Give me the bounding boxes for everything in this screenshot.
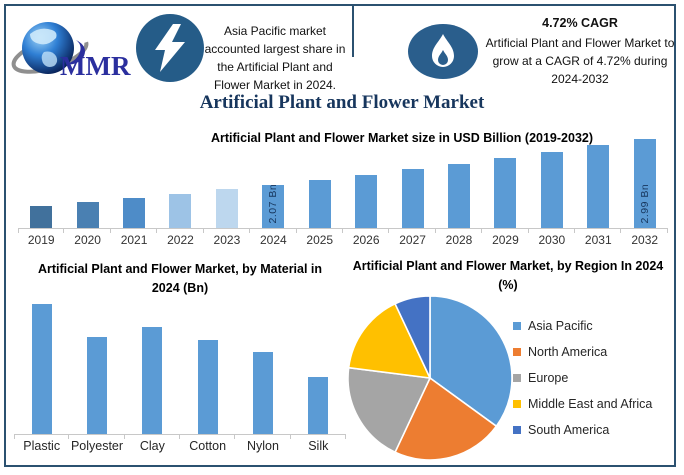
bar-slot: [436, 138, 482, 228]
region-legend: [513, 313, 652, 443]
x-axis-label: 2028: [436, 229, 482, 247]
highlight-left-text: Asia Pacific market accounted largest share in the Artificial Plant and Flower Market in 2024.: [204, 24, 346, 92]
bar-2028: [448, 164, 470, 229]
x-axis-label: 2023: [204, 229, 250, 247]
bar-value-label: 2.07 Bn: [267, 183, 280, 223]
x-axis-label: 2027: [389, 229, 435, 247]
x-axis-label: 2024: [250, 229, 296, 247]
market-size-chart: [18, 128, 668, 250]
market-size-x-axis: [18, 229, 668, 247]
x-axis-label: Cotton: [180, 435, 235, 453]
legend-swatch: [513, 374, 521, 382]
bar-slot: [343, 138, 389, 228]
bar-Polyester: [87, 337, 107, 435]
bar-slot: [291, 304, 346, 434]
bar-slot: [621, 138, 667, 228]
bar-2020: [77, 202, 99, 228]
bar-slot: [575, 138, 621, 228]
x-axis-label: 2025: [297, 229, 343, 247]
x-axis-label: 2032: [621, 229, 667, 247]
bar-2030: [541, 152, 563, 229]
bar-slot: [235, 304, 290, 434]
legend-label: Middle East and Africa: [528, 397, 653, 411]
bar-2027: [402, 169, 424, 228]
bar-2026: [355, 175, 377, 229]
x-axis-label: Clay: [125, 435, 180, 453]
logo-text: MMR: [60, 51, 131, 81]
region-pie-chart: [348, 253, 674, 465]
lightning-icon: [136, 14, 204, 82]
bar-2029: [494, 158, 516, 229]
legend-item: [513, 391, 652, 417]
legend-swatch: [513, 322, 521, 330]
material-x-axis: [14, 435, 346, 453]
x-axis-label: 2026: [343, 229, 389, 247]
legend-label: North America: [528, 345, 608, 359]
bar-slot: [297, 138, 343, 228]
x-axis-label: 2021: [111, 229, 157, 247]
material-bars: [14, 304, 346, 435]
bar-slot: [250, 138, 296, 228]
x-axis-label: 2019: [18, 229, 64, 247]
bar-slot: [111, 138, 157, 228]
x-axis-label: Plastic: [14, 435, 69, 453]
bar-slot: [64, 138, 110, 228]
bar-Clay: [142, 327, 162, 434]
legend-label: Europe: [528, 371, 569, 385]
bar-slot: [529, 138, 575, 228]
bar-slot: [204, 138, 250, 228]
bar-slot: [18, 138, 64, 228]
bar-2021: [123, 198, 145, 228]
x-axis-label: Nylon: [235, 435, 290, 453]
market-size-bars: [18, 138, 668, 229]
bar-slot: [389, 138, 435, 228]
legend-swatch: [513, 426, 521, 434]
cagr-value: 4.72% CAGR: [542, 16, 618, 30]
x-axis-label: Polyester: [69, 435, 124, 453]
market-size-chart-title: Artificial Plant and Flower Market size in USD Billion (2019-2032): [210, 131, 594, 145]
bar-2019: [30, 206, 52, 228]
legend-swatch: [513, 400, 521, 408]
bar-Plastic: [32, 304, 52, 434]
bar-slot: [482, 138, 528, 228]
bar-2023: [216, 189, 238, 228]
legend-item: [513, 313, 652, 339]
bar-Silk: [308, 377, 328, 434]
bar-2022: [169, 194, 191, 229]
region-pie-title: Artificial Plant and Flower Market, by Region In 2024 (%): [352, 259, 664, 293]
legend-label: Asia Pacific: [528, 319, 593, 333]
bar-2025: [309, 180, 331, 229]
bar-slot: [69, 304, 124, 434]
region-pie: [345, 293, 515, 463]
bar-slot: [157, 138, 203, 228]
material-chart-title: Artificial Plant and Flower Market, by Material in 2024 (Bn): [37, 262, 323, 296]
bar-slot: [125, 304, 180, 434]
x-axis-label: 2022: [157, 229, 203, 247]
legend-item: [513, 417, 652, 443]
bar-Nylon: [253, 352, 273, 434]
mmr-logo: [10, 12, 134, 82]
bar-Cotton: [198, 340, 218, 434]
x-axis-label: 2020: [64, 229, 110, 247]
bar-value-label: 2.99 Bn: [638, 183, 651, 223]
legend-item: [513, 365, 652, 391]
highlight-right: [482, 14, 678, 88]
bar-2024: [262, 185, 284, 229]
legend-swatch: [513, 348, 521, 356]
legend-item: [513, 339, 652, 365]
bar-slot: [180, 304, 235, 434]
bar-slot: [14, 304, 69, 434]
highlight-right-text: Artificial Plant and Flower Market to grow at a CAGR of 4.72% during 2024-2032: [485, 35, 675, 86]
header-divider: [352, 5, 354, 57]
x-axis-label: Silk: [291, 435, 346, 453]
bar-2031: [587, 145, 609, 228]
x-axis-label: 2031: [575, 229, 621, 247]
material-chart: [14, 256, 346, 462]
page-title: Artificial Plant and Flower Market: [199, 92, 485, 113]
legend-label: South America: [528, 423, 610, 437]
bar-2032: [634, 139, 656, 229]
x-axis-label: 2030: [529, 229, 575, 247]
flame-icon: [408, 24, 478, 79]
x-axis-label: 2029: [482, 229, 528, 247]
